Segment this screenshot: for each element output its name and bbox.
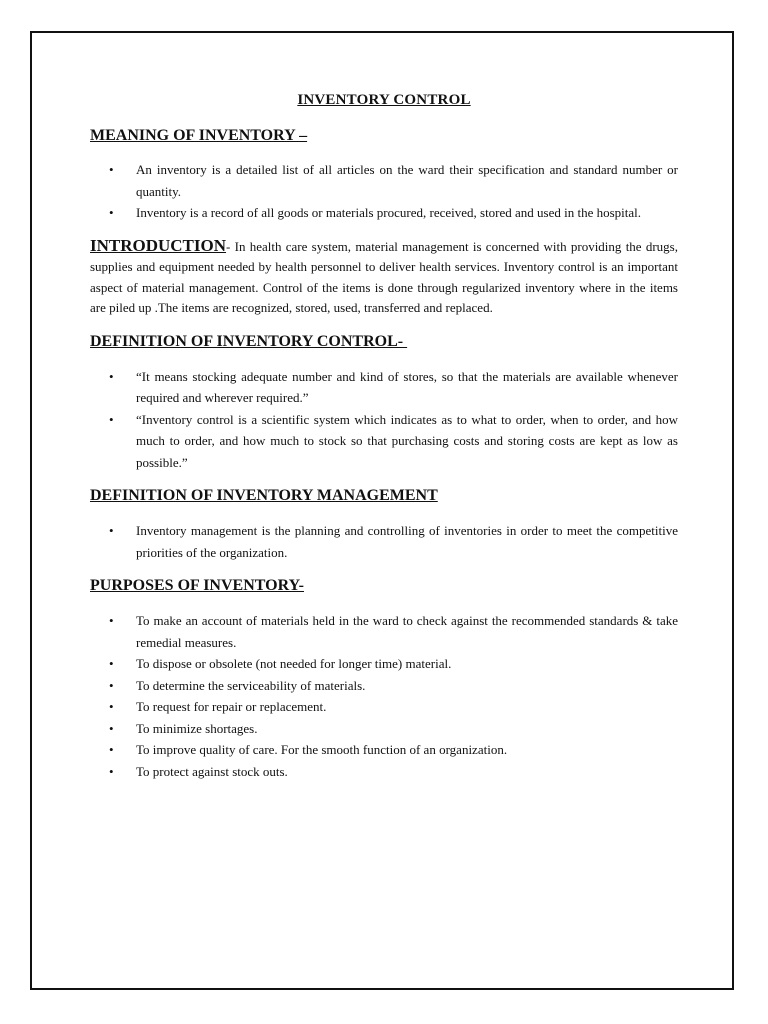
definition-management-list — [90, 520, 678, 563]
list-item: • To minimize shortages. — [90, 718, 678, 740]
document-title: INVENTORY CONTROL — [297, 92, 471, 108]
definition-control-heading: DEFINITION OF INVENTORY CONTROL- — [90, 332, 408, 350]
list-item: • To request for repair or replacement. — [90, 696, 678, 718]
list-item: • “It means stocking adequate number and kind of stores, so that the materials are available whenever required and wherever required.” — [90, 366, 678, 409]
list-item: • To protect against stock outs. — [90, 761, 678, 783]
list-item: • Inventory management is the planning and controlling of inventories in order to meet the competitive priorities of the organization. — [90, 520, 678, 563]
list-item: • To make an account of materials held in the ward to check against the recommended standards & take remedial measures. — [90, 610, 678, 653]
list-item: • To improve quality of care. For the smooth function of an organization. — [90, 739, 678, 761]
introduction-label: INTRODUCTION — [90, 235, 227, 255]
definition-control-list — [90, 366, 678, 474]
introduction-paragraph — [90, 236, 678, 319]
meaning-heading: MEANING OF INVENTORY – — [90, 127, 308, 144]
meaning-list — [90, 159, 678, 224]
document-body — [90, 92, 678, 782]
list-item: • An inventory is a detailed list of all articles on the ward their specification and standard number or quantity. — [90, 159, 678, 202]
list-item: • To determine the serviceability of materials. — [90, 675, 678, 697]
introduction-text: - In health care system, material management is concerned with providing the drugs, supplies and equipment needed by health personnel to deliver health services. Inventory control is an important aspect of material management. Control of the items is done through regularized inventory where in the items are piled up .The items are recognized, stored, used, transferred and replaced. — [90, 238, 678, 315]
list-item: • “Inventory control is a scientific system which indicates as to what to order, when to order, and how much to order, and how much to stock so that purchasing costs and storing costs are kept as low as possible.” — [90, 409, 678, 474]
definition-management-heading: DEFINITION OF INVENTORY MANAGEMENT — [90, 487, 438, 504]
list-item: • To dispose or obsolete (not needed for longer time) material. — [90, 653, 678, 675]
list-item: • Inventory is a record of all goods or materials procured, received, stored and used in the hospital. — [90, 202, 678, 224]
purposes-list — [90, 610, 678, 782]
purposes-heading: PURPOSES OF INVENTORY- — [90, 577, 304, 594]
